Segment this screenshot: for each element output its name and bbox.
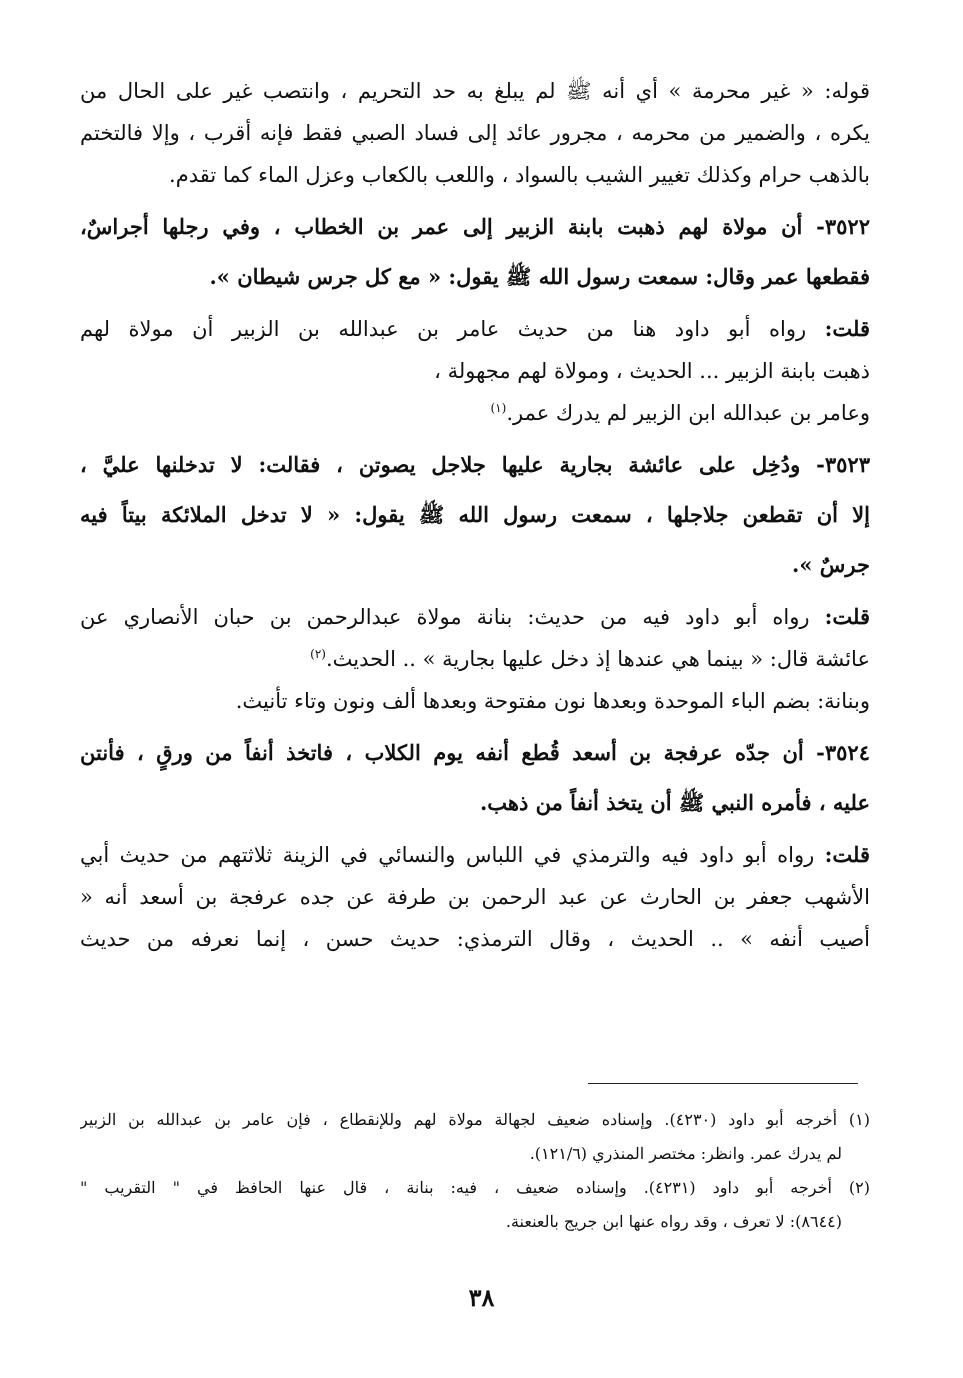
commentary-3522 — [80, 308, 870, 434]
text-line — [80, 834, 870, 876]
main-text — [80, 70, 870, 966]
footnote-ref: (١) — [490, 401, 507, 415]
text-line: أصيب أنفه » .. الحديث ، وقال الترمذي: حديث حسن ، إنما نعرفه من حديث — [80, 927, 870, 951]
text-line: وبنانة: بضم الباء الموحدة وبعدها نون مفتوحة وبعدها ألف ونون وتاء تأنيث. — [235, 689, 870, 713]
page-number: ٣٨ — [468, 1283, 495, 1312]
footnotes — [80, 1103, 870, 1239]
text-line: يكره ، والضمير من محرمه ، مجرور عائد إلى فساد الصبي فقط فإنه أقرب ، وإلا فالتختم — [80, 121, 870, 145]
footnote-line: (١) أخرجه أبو داود (٤٢٣٠). وإسناده ضعيف لجهالة مولاة لهم وللإنقطاع ، فإن عامر بن عبدالله بن الزبير — [80, 1110, 870, 1129]
commentary-3523 — [80, 596, 870, 722]
commentary-3524 — [80, 834, 870, 960]
footnote-line: لم يدرك عمر. وانظر: مختصر المنذري (١٢١/٦). — [529, 1144, 842, 1163]
hadith-3524 — [80, 728, 870, 828]
hadith-line: ٣٥٢٢- أن مولاة لهم ذهبت بابنة الزبير إلى عمر بن الخطاب ، وفي رجلها أجراسٌ، — [80, 214, 870, 239]
footnote-ref: (٢) — [310, 647, 326, 661]
text-line — [80, 392, 870, 434]
hadith-line: جرسٌ ». — [792, 552, 870, 577]
text-line: بالذهب حرام وكذلك تغيير الشيب بالسواد ، واللعب بالكعاب وعزل الماء كما تقدم. — [169, 163, 870, 187]
text-line: الأشهب جعفر بن الحارث عن عبد الرحمن بن طرفة عن جده عرفجة بن أسعد أنه « — [80, 885, 870, 909]
hadith-line: عليه ، فأمره النبي ﷺ أن يتخذ أنفاً من ذهب. — [479, 790, 870, 815]
text-span: رواه أبو داود هنا من حديث عامر بن عبدالله بن الزبير أن مولاة لهم — [80, 317, 807, 341]
hadith-line: إلا أن تقطعن جلاجلها ، سمعت رسول الله ﷺ يقول: « لا تدخل الملائكة بيتاً فيه — [80, 502, 870, 527]
text-line — [80, 638, 870, 680]
qult-label: قلت: — [824, 604, 870, 629]
hadith-line: ٣٥٢٤- أن جدّه عرفجة بن أسعد قُطع أنفه يوم الكلاب ، فاتخذ أنفاً من ورقٍ ، فأنتن — [80, 740, 870, 765]
footnote-divider — [588, 1083, 858, 1084]
qult-label: قلت: — [824, 842, 870, 867]
text-span: رواه أبو داود فيه من حديث: بنانة مولاة عبدالرحمن بن حبان الأنصاري عن — [80, 605, 810, 629]
footnote-line: (٢) أخرجه أبو داود (٤٢٣١). وإسناده ضعيف ، فيه: بنانة ، قال عنها الحافظ في " التقريب " — [80, 1178, 870, 1197]
commentary-paragraph — [80, 70, 870, 196]
text-line: قوله: « غير محرمة » أي أنه ﷺ لم يبلغ به حد التحريم ، وانتصب غير على الحال من — [80, 79, 870, 103]
qult-label: قلت: — [824, 316, 870, 341]
hadith-line: فقطعها عمر وقال: سمعت رسول الله ﷺ يقول: « مع كل جرس شيطان ». — [209, 264, 870, 289]
hadith-3523 — [80, 440, 870, 590]
footnote-line: (٨٦٤٤): لا تعرف ، وقد رواه عنها ابن جريج بالعنعنة. — [505, 1212, 842, 1231]
text-line — [80, 596, 870, 638]
text-line: ذهبت بابنة الزبير ... الحديث ، ومولاة لهم مجهولة ، — [434, 359, 870, 383]
text-span: رواه أبو داود فيه والترمذي في اللباس والنسائي في الزينة ثلاثتهم من حديث أبي — [80, 843, 815, 867]
text-line — [80, 308, 870, 350]
hadith-3522 — [80, 202, 870, 302]
text-span: وعامر بن عبدالله ابن الزبير لم يدرك عمر. — [506, 401, 870, 425]
text-span: عائشة قال: « بينما هي عندها إذ دخل عليها بجارية » .. الحديث. — [325, 647, 870, 671]
hadith-line: ٣٥٢٣- ودُخِل على عائشة بجارية عليها جلاجل يصوتن ، فقالت: لا تدخلنها عليَّ ، — [80, 452, 870, 477]
